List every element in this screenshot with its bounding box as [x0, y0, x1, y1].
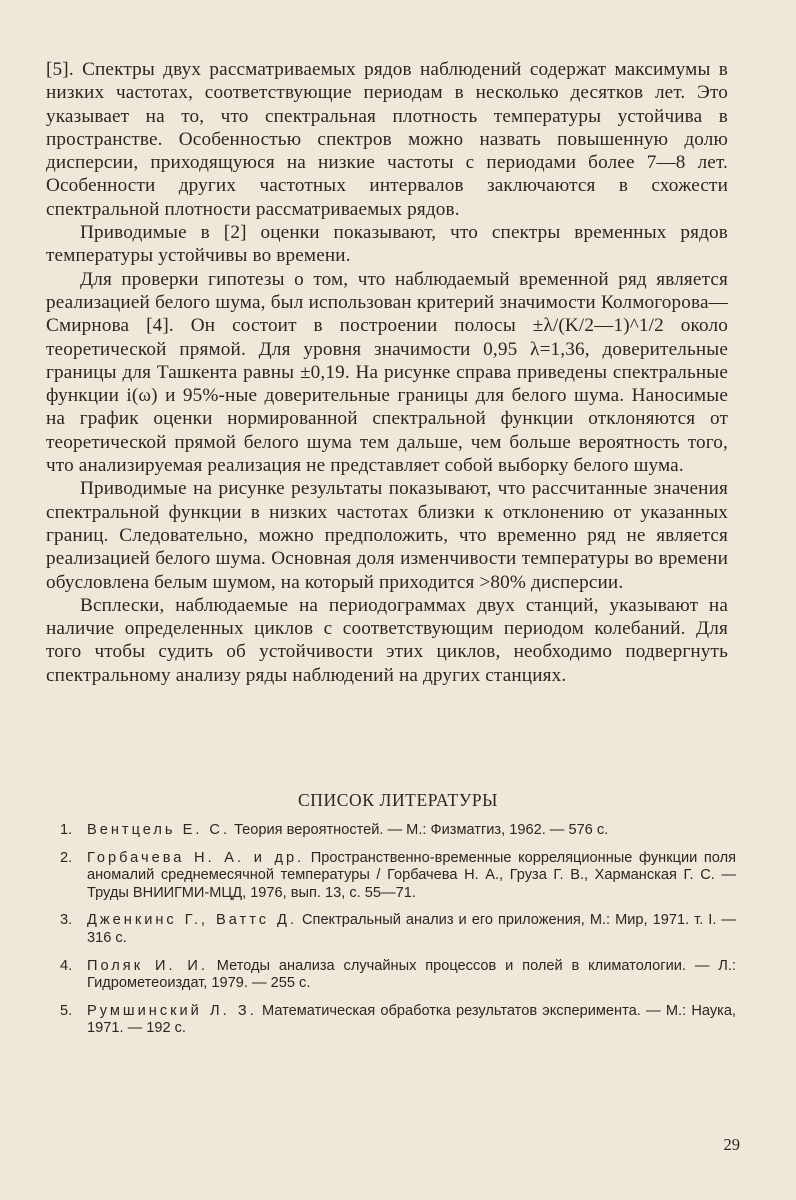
reference-number: 1.: [60, 822, 73, 838]
reference-item: [60, 1003, 736, 1038]
main-text: [46, 58, 728, 687]
references-list: [60, 822, 736, 1048]
reference-author: Поляк И. И.: [87, 957, 208, 974]
paragraph-4: Приводимые на рисунке результаты показывают, что рассчитанные значения спектральной функции в низких частотах близки к отклонению от указанных границ. Следовательно, можно предположить, что временно ряд не является реализацией белого шума. Основная доля изменчивости температуры во времени обусловлена белым шумом, на который приходится >80% дисперсии.: [46, 478, 728, 593]
reference-author: Румшинский Л. З.: [87, 1002, 257, 1019]
reference-text: Пространственно-временные корреляционные функции поля аномалий среднемесячной температуры / Горбачева Н. А., Груза Г. В., Харманская Г. С. — Труды ВНИИГМИ-МЦД, 1976, вып. 13, с. 55—71.: [87, 849, 737, 901]
reference-text: Спектральный анализ и его приложения, М.: Мир, 1971. т. I. — 316 с.: [87, 912, 737, 946]
reference-number: 3.: [60, 912, 73, 929]
paragraph-5: Всплески, наблюдаемые на периодограммах двух станций, указывают на наличие определенных циклов с соответствующим периодом колебаний. Для того чтобы судить об устойчивости этих циклов, необходимо подвергнуть спектральному анализу ряды наблюдений на других станциях.: [46, 594, 728, 686]
reference-number: 2.: [60, 849, 73, 866]
reference-number: 5.: [60, 1002, 73, 1019]
reference-item: [60, 912, 736, 947]
reference-author: Горбачева Н. А. и др.: [87, 849, 305, 866]
reference-author: Вентцель Е. С.: [87, 822, 231, 838]
paragraph-1: [5]. Спектры двух рассматриваемых рядов наблюдений содержат максимумы в низких частотах, соответствующие периодам в несколько десятков лет. Это указывает на то, что спектральная плотность температуры устойчива в пространстве. Особенностью спектров можно назвать повышенную долю дисперсии, приходящуюся на низкие частоты с периодами более 7—8 лет. Особенности других частотных интервалов заключаются в схожести спектральной плотности рассматриваемых рядов.: [46, 59, 728, 220]
reference-text: Методы анализа случайных процессов и полей в климатологии. — Л.: Гидрометеоиздат, 1979. — 255 с.: [87, 957, 736, 992]
paragraph-3: Для проверки гипотезы о том, что наблюдаемый временной ряд является реализацией белого шума, был использован критерий значимости Колмогорова—Смирнова [4]. Он состоит в построении полосы ±λ/(K/2—1)^1/2 около теоретической прямой. Для уровня значимости 0,95 λ=1,36, доверительные границы для Ташкента равны ±0,19. На рисунке справа приведены спектральные функции i(ω) и 95%-ные доверительные границы для белого шума. Наносимые на график оценки нормированной спектральной функции отклоняются от теоретической прямой белого шума тем дальше, чем больше вероятность того, что анализируемая реализация не представляет собой выборку белого шума.: [46, 268, 728, 477]
reference-text: Теория вероятностей. — М.: Физматгиз, 1962. — 576 с.: [230, 822, 609, 838]
reference-text: Математическая обработка результатов эксперимента. — М.: Наука, 1971. — 192 с.: [87, 1002, 736, 1037]
reference-number: 4.: [60, 957, 73, 974]
reference-item: [60, 958, 736, 993]
reference-item: [60, 822, 736, 840]
references-heading: СПИСОК ЛИТЕРАТУРЫ: [297, 790, 499, 810]
page-number: 29: [723, 1135, 740, 1154]
reference-author: Дженкинс Г., Ваттс Д.: [87, 912, 297, 929]
reference-item: [60, 850, 736, 903]
paragraph-2: Приводимые в [2] оценки показывают, что спектры временных рядов температуры устойчивы во времени.: [46, 222, 728, 267]
